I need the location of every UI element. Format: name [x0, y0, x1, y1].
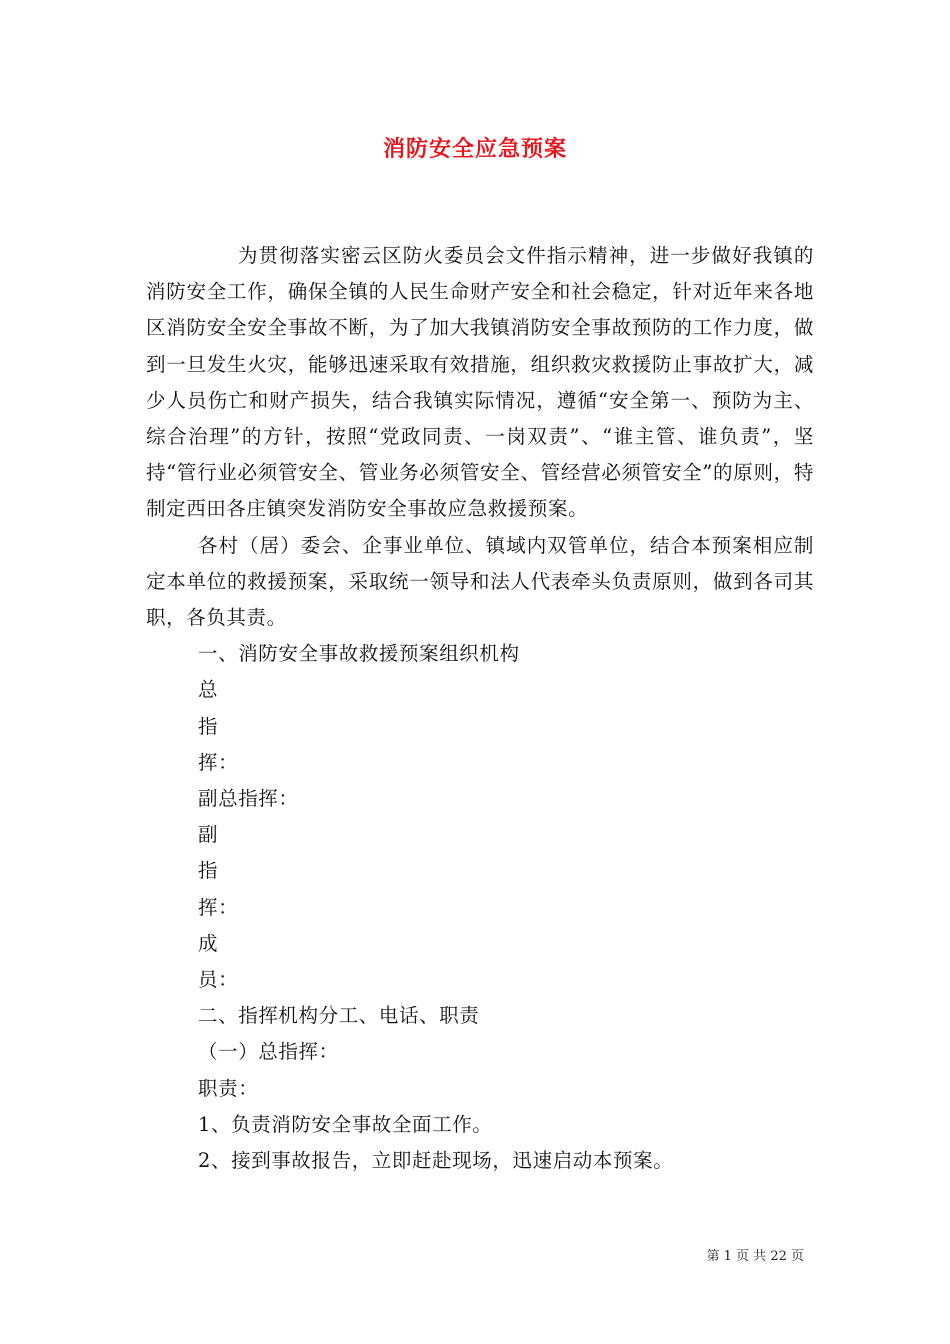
text-line: 总 — [198, 678, 219, 702]
page-number: 第 1 页 共 22 页 — [706, 1249, 804, 1264]
text-line: 成 — [198, 931, 219, 955]
text-line: 副总指挥： — [198, 787, 299, 811]
text-line: 指 — [198, 859, 219, 883]
intro-paragraph: 为贯彻落实密云区防火委员会文件指示精神，进一步做好我镇的消防安全工作，确保全镇的人民生命财产安全和社会稳定，针对近年来各地区消防安全安全事故不断，为了加大我镇消防安全事故预防的工作力度，做到一旦发生火灾，能够迅速采取有效措施，组织救灾救援防止事故扩大，减少人员伤亡和财产损失，结合我镇实际情况，遵循“安全第一、预防为主、综合治理”的方针，按照“党政同责、一岗双责”、“谁主管、谁负责”，坚持“管行业必须管安全、管业务必须管安全、管经营必须管安全”的原则，特制定西田各庄镇突发消防安全事故应急救援预案。 — [146, 244, 814, 521]
text-line: 职责： — [198, 1076, 259, 1100]
scope-paragraph: 各村（居）委会、企事业单位、镇域内双管单位，结合本预案相应制定本单位的救援预案，采取统一领导和法人代表牵头负责原则，做到各司其职，各负其责。 — [146, 533, 814, 630]
section-heading-1: 一、消防安全事故救援预案组织机构 — [198, 642, 520, 666]
text-line: 指 — [198, 714, 219, 738]
subsection-heading: （一）总指挥： — [198, 1040, 339, 1064]
duty-item: 2、接到事故报告，立即赶赴现场，迅速启动本预案。 — [198, 1149, 674, 1173]
text-line: 挥： — [198, 750, 239, 774]
section-heading-2: 二、指挥机构分工、电话、职责 — [198, 1004, 480, 1028]
text-line: 员： — [198, 968, 239, 992]
text-line: 副 — [198, 823, 219, 847]
text-line: 挥： — [198, 895, 239, 919]
document-body — [146, 238, 814, 1179]
document-title: 消防安全应急预案 — [382, 136, 567, 162]
content-lines — [146, 636, 814, 1179]
duty-item: 1、负责消防安全事故全面工作。 — [198, 1112, 493, 1136]
